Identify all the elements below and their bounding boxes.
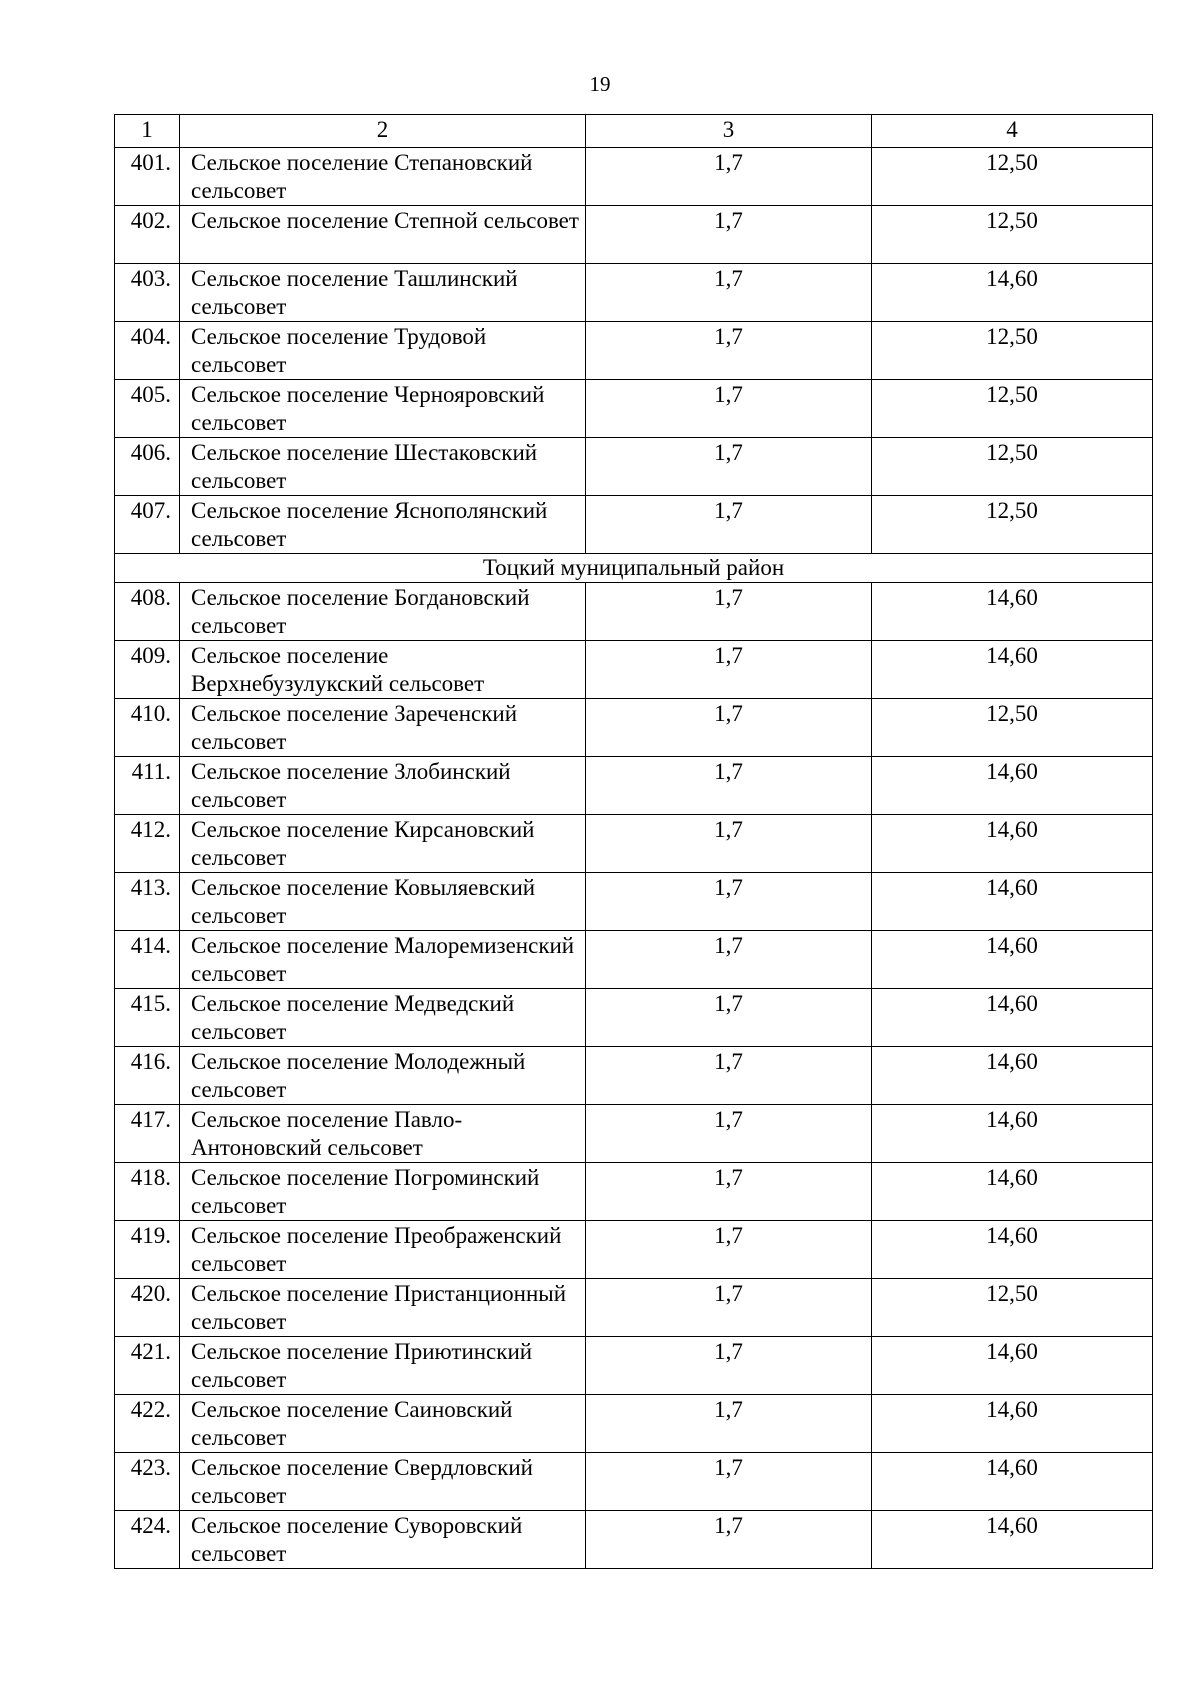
value-col3: 1,7 (586, 1453, 872, 1511)
value-col4: 14,60 (872, 583, 1153, 641)
value-col4: 12,50 (872, 699, 1153, 757)
row-number: 412. (115, 815, 180, 873)
column-header-2: 2 (180, 115, 586, 148)
settlement-name: Сельское поселение Погроминский сельсовет (180, 1163, 586, 1221)
settlement-name: Сельское поселение Шестаковский сельсовет (180, 438, 586, 496)
table-row (115, 931, 1153, 989)
row-number: 411. (115, 757, 180, 815)
value-col3: 1,7 (586, 1221, 872, 1279)
table-row (115, 322, 1153, 380)
column-header-3: 3 (586, 115, 872, 148)
value-col3: 1,7 (586, 264, 872, 322)
settlement-name: Сельское поселение Ташлинский сельсовет (180, 264, 586, 322)
table-row (115, 1511, 1153, 1569)
value-col4: 14,60 (872, 1105, 1153, 1163)
table-row (115, 148, 1153, 206)
row-number: 422. (115, 1395, 180, 1453)
value-col3: 1,7 (586, 380, 872, 438)
settlement-name: Сельское поселение Злобинский сельсовет (180, 757, 586, 815)
value-col4: 14,60 (872, 1337, 1153, 1395)
table-row (115, 1221, 1153, 1279)
value-col4: 14,60 (872, 931, 1153, 989)
row-number: 404. (115, 322, 180, 380)
value-col3: 1,7 (586, 438, 872, 496)
header-row (115, 115, 1153, 148)
row-number: 407. (115, 496, 180, 554)
table-row (115, 1105, 1153, 1163)
table-row (115, 1163, 1153, 1221)
settlement-name: Сельское поселение Богдановский сельсовет (180, 583, 586, 641)
value-col4: 12,50 (872, 438, 1153, 496)
settlement-name: Сельское поселение Молодежный сельсовет (180, 1047, 586, 1105)
value-col4: 14,60 (872, 264, 1153, 322)
value-col4: 12,50 (872, 148, 1153, 206)
value-col3: 1,7 (586, 1105, 872, 1163)
value-col3: 1,7 (586, 1279, 872, 1337)
column-header-4: 4 (872, 115, 1153, 148)
value-col3: 1,7 (586, 1395, 872, 1453)
table-row (115, 757, 1153, 815)
value-col3: 1,7 (586, 1511, 872, 1569)
value-col4: 14,60 (872, 815, 1153, 873)
table-row (115, 583, 1153, 641)
settlement-name: Сельское поселение Кирсановский сельсовет (180, 815, 586, 873)
settlement-name: Сельское поселение Свердловский сельсовет (180, 1453, 586, 1511)
settlement-name: Сельское поселение Саиновский сельсовет (180, 1395, 586, 1453)
row-number: 416. (115, 1047, 180, 1105)
settlements-table (114, 114, 1153, 1569)
table-row (115, 699, 1153, 757)
settlement-name: Сельское поселение Степной сельсовет (180, 206, 586, 264)
row-number: 409. (115, 641, 180, 699)
table-row (115, 815, 1153, 873)
value-col4: 14,60 (872, 757, 1153, 815)
value-col3: 1,7 (586, 583, 872, 641)
value-col4: 14,60 (872, 641, 1153, 699)
value-col3: 1,7 (586, 206, 872, 264)
value-col4: 14,60 (872, 1047, 1153, 1105)
row-number: 415. (115, 989, 180, 1047)
value-col4: 14,60 (872, 1511, 1153, 1569)
table-row (115, 873, 1153, 931)
value-col3: 1,7 (586, 496, 872, 554)
value-col3: 1,7 (586, 989, 872, 1047)
table-row (115, 1395, 1153, 1453)
settlement-name: Сельское поселение Суворовский сельсовет (180, 1511, 586, 1569)
settlement-name: Сельское поселение Приютинский сельсовет (180, 1337, 586, 1395)
settlement-name: Сельское поселение Зареченский сельсовет (180, 699, 586, 757)
row-number: 402. (115, 206, 180, 264)
value-col4: 14,60 (872, 1221, 1153, 1279)
row-number: 419. (115, 1221, 180, 1279)
settlement-name: Сельское поселение Верхнебузулукский сельсовет (180, 641, 586, 699)
table-row (115, 264, 1153, 322)
section-title: Тоцкий муниципальный район (115, 554, 1153, 583)
settlement-name: Сельское поселение Трудовой сельсовет (180, 322, 586, 380)
table-row (115, 1453, 1153, 1511)
value-col3: 1,7 (586, 322, 872, 380)
value-col4: 12,50 (872, 496, 1153, 554)
settlement-name: Сельское поселение Яснополянский сельсовет (180, 496, 586, 554)
row-number: 414. (115, 931, 180, 989)
settlement-name: Сельское поселение Ковыляевский сельсовет (180, 873, 586, 931)
value-col3: 1,7 (586, 757, 872, 815)
row-number: 405. (115, 380, 180, 438)
column-header-1: 1 (115, 115, 180, 148)
value-col3: 1,7 (586, 1047, 872, 1105)
row-number: 403. (115, 264, 180, 322)
row-number: 421. (115, 1337, 180, 1395)
settlement-name: Сельское поселение Пристанционный сельсовет (180, 1279, 586, 1337)
row-number: 406. (115, 438, 180, 496)
settlement-name: Сельское поселение Чернояровский сельсовет (180, 380, 586, 438)
value-col3: 1,7 (586, 815, 872, 873)
value-col3: 1,7 (586, 148, 872, 206)
value-col3: 1,7 (586, 931, 872, 989)
value-col4: 12,50 (872, 322, 1153, 380)
value-col3: 1,7 (586, 641, 872, 699)
value-col4: 14,60 (872, 1453, 1153, 1511)
settlement-name: Сельское поселение Павло-Антоновский сельсовет (180, 1105, 586, 1163)
table-row (115, 380, 1153, 438)
table-row (115, 206, 1153, 264)
section-row (115, 554, 1153, 583)
row-number: 413. (115, 873, 180, 931)
settlement-name: Сельское поселение Преображенский сельсовет (180, 1221, 586, 1279)
value-col4: 12,50 (872, 1279, 1153, 1337)
value-col4: 14,60 (872, 989, 1153, 1047)
table-row (115, 1279, 1153, 1337)
value-col4: 14,60 (872, 1395, 1153, 1453)
value-col3: 1,7 (586, 1163, 872, 1221)
row-number: 401. (115, 148, 180, 206)
settlement-name: Сельское поселение Степановский сельсовет (180, 148, 586, 206)
settlement-name: Сельское поселение Малоремизенский сельсовет (180, 931, 586, 989)
row-number: 418. (115, 1163, 180, 1221)
table-row (115, 496, 1153, 554)
row-number: 424. (115, 1511, 180, 1569)
table-row (115, 1047, 1153, 1105)
settlement-name: Сельское поселение Медведский сельсовет (180, 989, 586, 1047)
row-number: 410. (115, 699, 180, 757)
row-number: 420. (115, 1279, 180, 1337)
value-col4: 14,60 (872, 873, 1153, 931)
value-col3: 1,7 (586, 1337, 872, 1395)
row-number: 408. (115, 583, 180, 641)
value-col4: 12,50 (872, 380, 1153, 438)
value-col3: 1,7 (586, 699, 872, 757)
value-col3: 1,7 (586, 873, 872, 931)
value-col4: 12,50 (872, 206, 1153, 264)
row-number: 423. (115, 1453, 180, 1511)
row-number: 417. (115, 1105, 180, 1163)
table-row (115, 438, 1153, 496)
page-number: 19 (589, 72, 611, 96)
value-col4: 14,60 (872, 1163, 1153, 1221)
table-row (115, 989, 1153, 1047)
table-row (115, 641, 1153, 699)
table-row (115, 1337, 1153, 1395)
